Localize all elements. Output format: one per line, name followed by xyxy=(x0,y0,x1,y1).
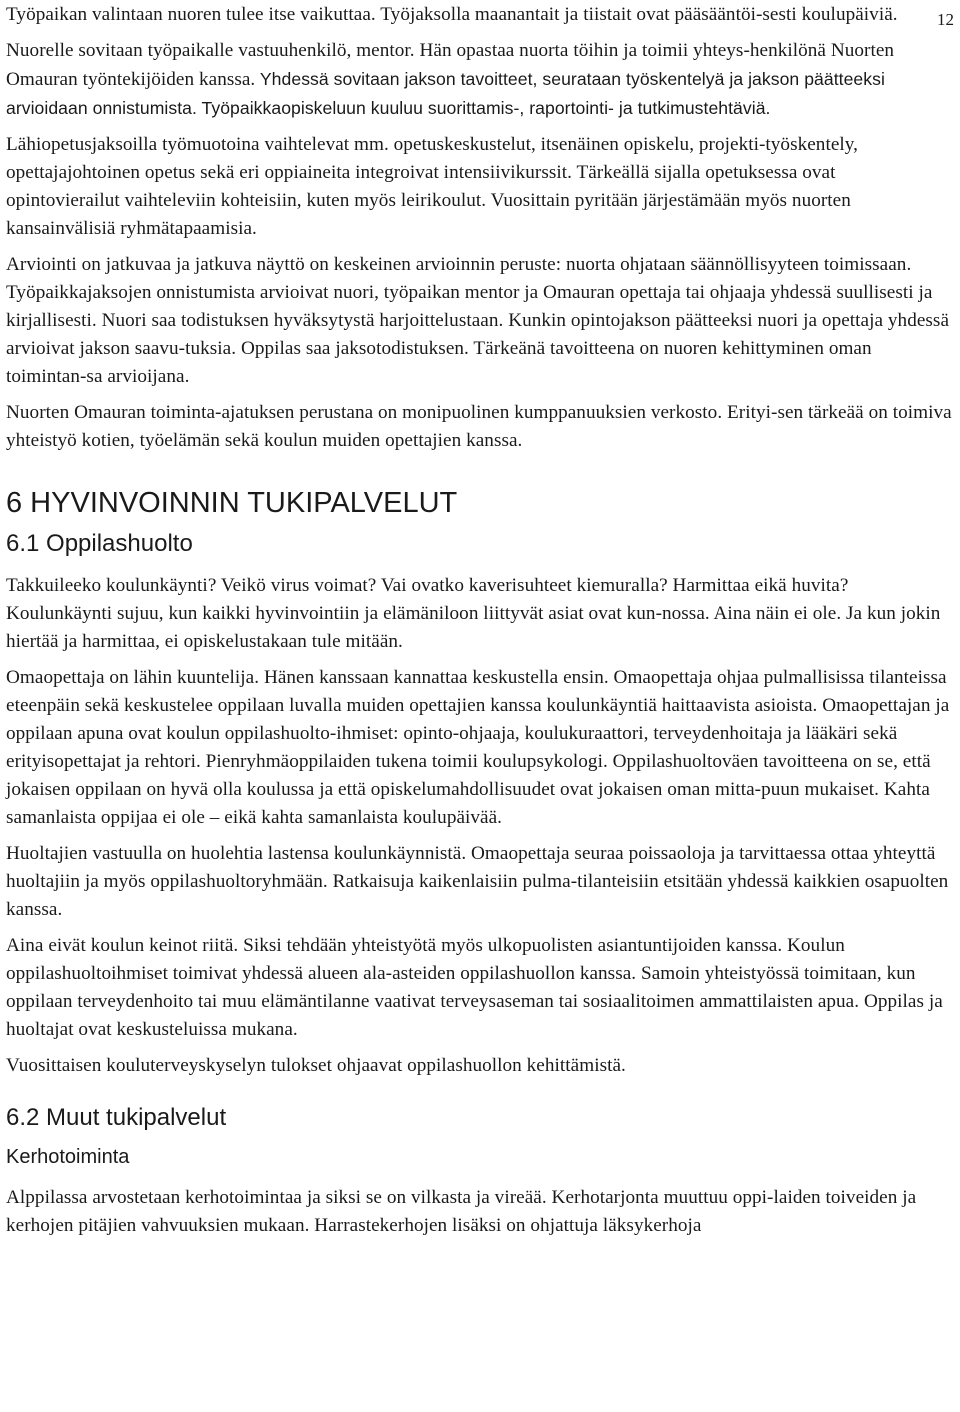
subsection-heading-other-support: 6.2 Muut tukipalvelut xyxy=(6,1104,227,1131)
paragraph-assessment: Arviointi on jatkuvaa ja jatkuva näyttö on keskeinen arvioinnin peruste: nuorta ohjataan säännöllisyyteen toimissaan. Työpaikkajaksojen onnistumista arvioivat nuori, työpaikan mentor ja Omauran opettaja tai ohjaaja yhdessä suullisesti ja kirjallisesti. Nuori saa todistuksen hyväksytystä harjoittelustaan. Kunkin opintojakson päätteeksi nuori ja opettaja yhdessä arvioivat jakson saavu-tuksia. Oppilas saa jaksotodistuksen. Tärkeänä tavoitteena on nuoren kehittyminen oman toimintan-sa arvioijana. xyxy=(6,254,950,387)
paragraph-guardians: Huoltajien vastuulla on huolehtia lastensa koulunkäynnistä. Omaopettaja seuraa poissaoloja ja tarvittaessa ottaa yhteyttä huoltajiin ja myös oppilashuoltoryhmään. Ratkaisuja kaikenlaisiin pulma-tilanteisiin etsitään yhdessä kaikkien osapuolten kanssa. xyxy=(6,843,949,920)
paragraph-mentor-sans: Yhdessä sovitaan jakson tavoitteet, seurataan työskentelyä ja jakson päätteeksi arvioidaan onnistumista. Työpaikkaopiskeluun kuuluu suorittamis-, raportointi- ja tutkimustehtäviä. xyxy=(6,69,885,118)
subheading-club-activities: Kerhotoiminta xyxy=(6,1146,130,1168)
paragraph-partnership: Nuorten Omauran toiminta-ajatuksen perustana on monipuolinen kumppanuuksien verkosto. Erityi-sen tärkeää on toimiva yhteistyö kotien, työelämän sekä koulun muiden opettajien kanssa. xyxy=(6,402,952,451)
paragraph-school-struggles: Takkuileeko koulunkäynti? Veikö virus voimat? Vai ovatko kaverisuhteet kiemuralla? Harmittaa eikä huvita? Koulunkäynti sujuu, kun kaikki hyvinvointiin ja elämäniloon liittyvät asiat ovat kun-nossa. Aina näin ei ole. Ja kun jokin hiertää ja harmittaa, ei opiskelustakaan tule mitään. xyxy=(6,575,941,652)
paragraph-external-experts: Aina eivät koulun keinot riitä. Siksi tehdään yhteistyötä myös ulkopuolisten asiantuntijoiden kanssa. Koulun oppilashuoltoihmiset toimivat yhdessä alueen ala-asteiden oppilashuollon kanssa. Samoin yhteistyössä toimitaan, kun oppilaan terveydenhoito tai muu elämäntilanne vaativat terveysaseman tai sosiaalitoimen ammattilaisten apua. Oppilas ja huoltajat ovat keskusteluissa mukana. xyxy=(6,935,943,1040)
subsection-heading-pupil-welfare: 6.1 Oppilashuolto xyxy=(6,530,193,557)
paragraph-clubs: Alppilassa arvostetaan kerhotoimintaa ja siksi se on vilkasta ja vireää. Kerhotarjonta muuttuu oppi-laiden toiveiden ja kerhojen pitäjien vahvuuksien mukaan. Harrastekerhojen lisäksi on ohjattuja läksykerhoja xyxy=(6,1187,917,1236)
paragraph-mentor-serif: Nuorelle sovitaan työpaikalle vastuuhenkilö, mentor. Hän opastaa nuorta töihin ja toimii yhteys-henkilönä Nuorten Omauran työntekijöiden kanssa. xyxy=(6,40,895,90)
paragraph-mentor xyxy=(6,37,954,123)
section-heading-wellbeing-services: 6 HYVINVOINNIN TUKIPALVELUT xyxy=(6,487,458,519)
paragraph-contact-teaching: Lähiopetusjaksoilla työmuotoina vaihtelevat mm. opetuskeskustelut, itsenäinen opiskelu, projekti-työskentely, opettajajohtoinen opetus sekä eri oppiaineita integroivat intensiivikurssit. Tärkeällä sijalla opetuksessa ovat opintovierailut vaihteleviin kohteisiin, kuten myös leirikoulut. Vuosittain pyritään järjestämään myös nuorten kansainvälisiä ryhmätapaamisia. xyxy=(6,134,859,239)
paragraph-health-survey: Vuosittaisen kouluterveyskyselyn tulokset ohjaavat oppilashuollon kehittämistä. xyxy=(6,1055,626,1076)
paragraph-homeroom-teacher: Omaopettaja on lähin kuuntelija. Hänen kanssaan kannattaa keskustella ensin. Omaopettaja ohjaa pulmallisissa tilanteissa eteenpäin sekä keskustelee oppilaan luvalla muiden opettajien kanssa koulunkäyntiä haittaavista asioista. Omaopettajan ja oppilaan apuna ovat koulun oppilashuolto-ihmiset: opinto-ohjaaja, koulukuraattori, terveydenhoitaja ja lääkäri sekä erityisopettajat ja rehtori. Pienryhmäoppilaiden tukena toimii koulupsykologi. Oppilashuoltoväen tavoitteena on se, että jokaisen oppilaan on hyvä olla koulussa ja että opiskelumahdollisuudet ovat jokaisen oman mitta-puun mukaiset. Kahta samanlaista oppijaa ei ole – eikä kahta samanlaista koulupäivää. xyxy=(6,667,950,828)
page-number: 12 xyxy=(937,10,954,29)
paragraph-workplace-choice: Työpaikan valintaan nuoren tulee itse vaikuttaa. Työjaksolla maanantait ja tiistait ovat pääsääntöi-sesti koulupäiviä. xyxy=(6,4,898,25)
